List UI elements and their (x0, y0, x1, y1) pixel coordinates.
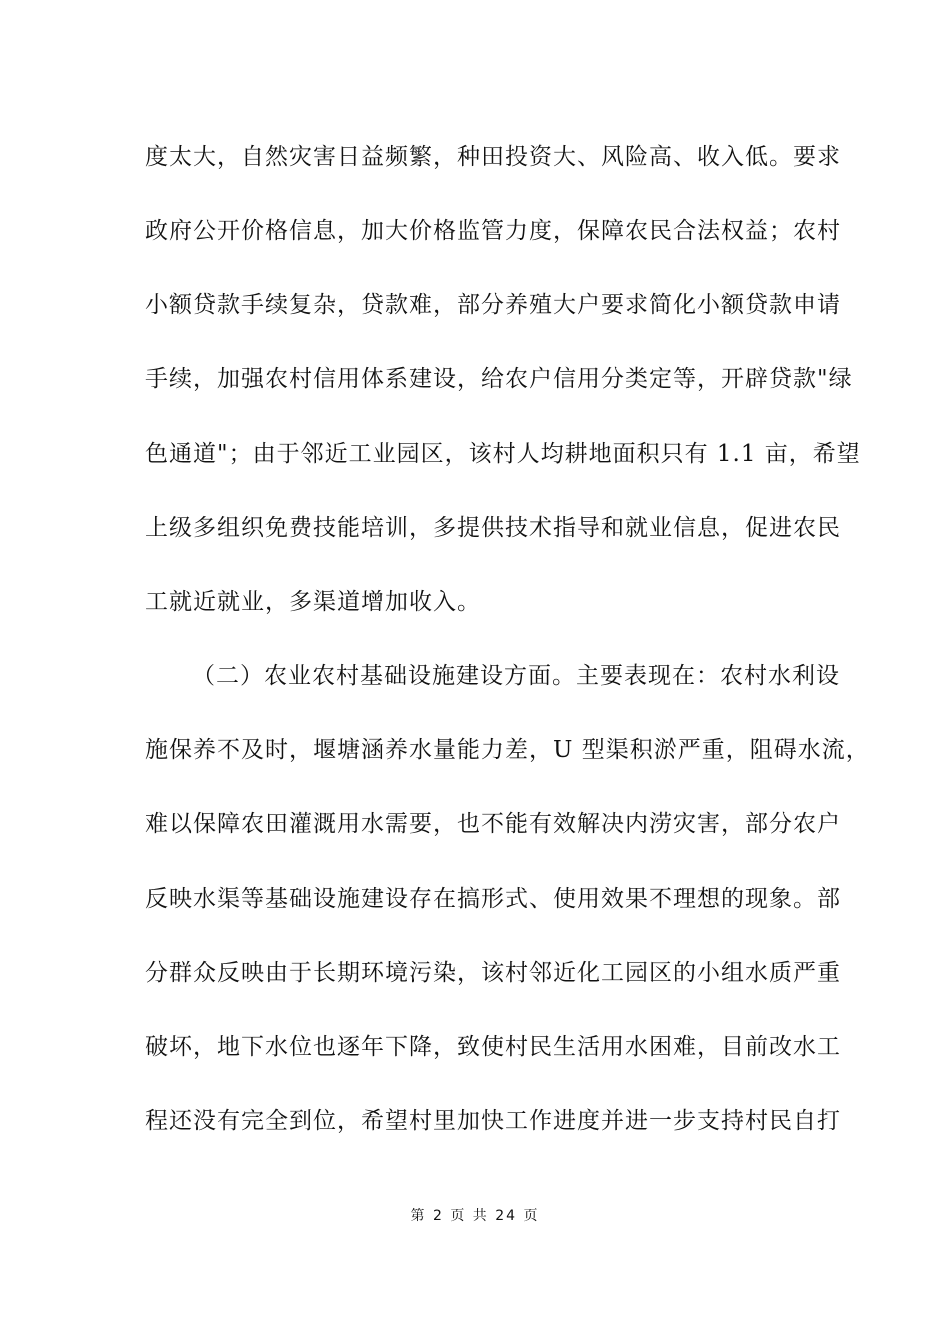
body-line-5: 色通道"；由于邻近工业园区，该村人均耕地面积只有 1.1 亩，希望 (145, 441, 861, 467)
page-footer (0, 1207, 950, 1225)
body-line-11: 反映水渠等基础设施建设存在搞形式、使用效果不理想的现象。部 (145, 886, 841, 912)
footer-prefix: 第 (410, 1208, 427, 1224)
footer-page-number: 2 (432, 1208, 444, 1224)
body-line-7: 工就近就业，多渠道增加收入。 (145, 589, 481, 615)
footer-middle: 页 共 (450, 1208, 489, 1224)
body-line-6: 上级多组织免费技能培训，多提供技术指导和就业信息，促进农民 (145, 515, 841, 541)
body-line-4: 手续，加强农村信用体系建设，给农户信用分类定等，开辟贷款"绿 (145, 366, 853, 392)
body-line-3: 小额贷款手续复杂，贷款难，部分养殖大户要求简化小额贷款申请 (145, 292, 841, 318)
body-line-14: 程还没有完全到位，希望村里加快工作进度并进一步支持村民自打 (145, 1108, 841, 1134)
footer-total-pages: 24 (495, 1208, 518, 1224)
body-line-9: 施保养不及时，堰塘涵养水量能力差，U 型渠积淤严重，阻碍水流， (145, 737, 870, 763)
body-line-1: 度太大，自然灾害日益频繁，种田投资大、风险高、收入低。要求 (145, 144, 841, 170)
body-line-2: 政府公开价格信息，加大价格监管力度，保障农民合法权益；农村 (145, 218, 841, 244)
body-line-13: 破坏，地下水位也逐年下降，致使村民生活用水困难，目前改水工 (145, 1034, 841, 1060)
section-heading-line: （二）农业农村基础设施建设方面。主要表现在：农村水利设 (192, 663, 840, 689)
footer-suffix: 页 (523, 1208, 540, 1224)
body-line-10: 难以保障农田灌溉用水需要，也不能有效解决内涝灾害，部分农户 (145, 811, 841, 837)
body-line-12: 分群众反映由于长期环境污染，该村邻近化工园区的小组水质严重 (145, 960, 841, 986)
